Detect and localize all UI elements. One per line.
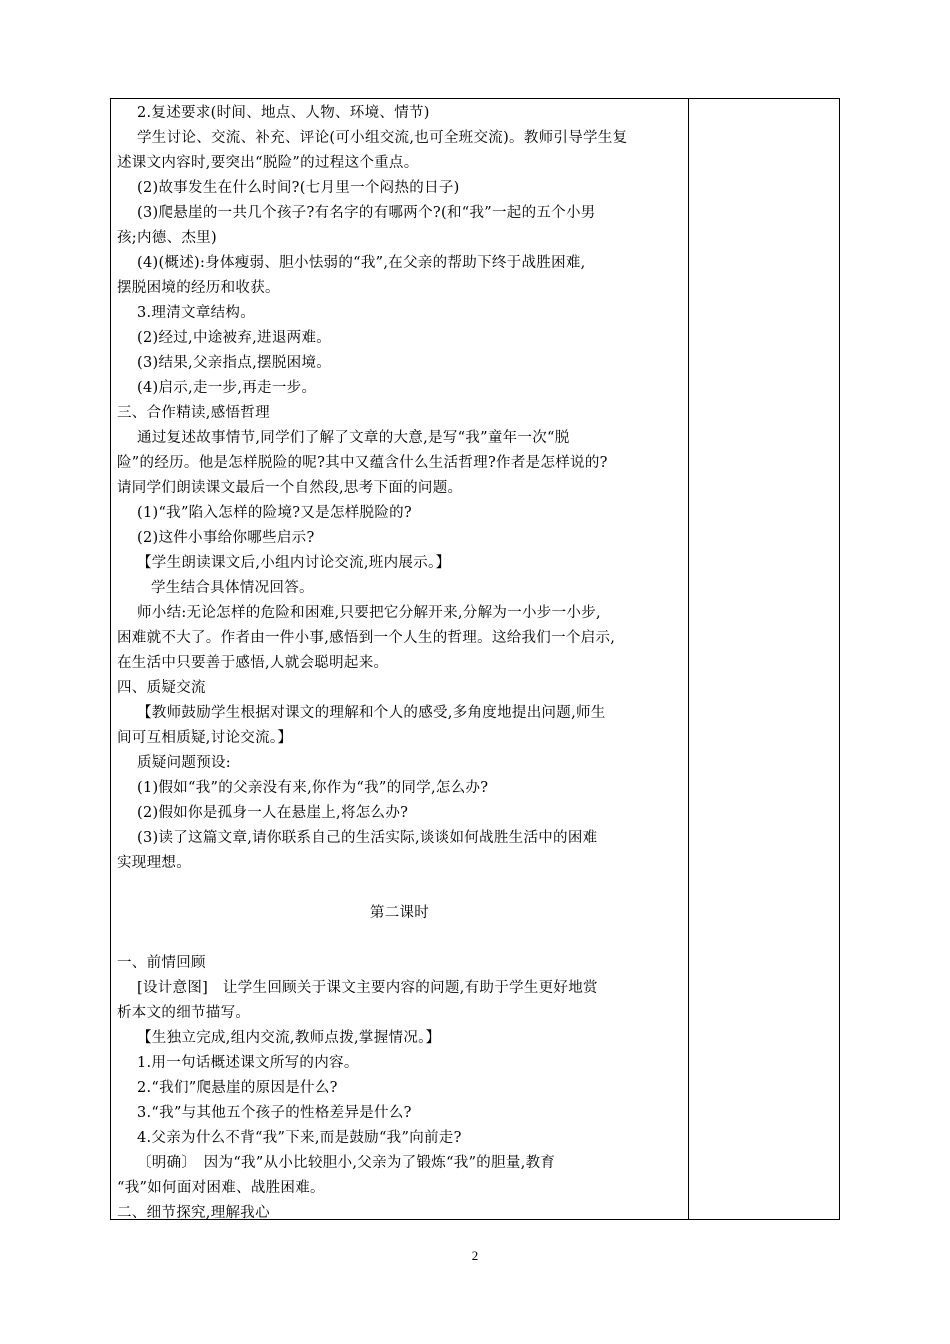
text-line: 析本文的细节描写。 [117, 1005, 251, 1021]
section-heading: 四、质疑交流 [117, 680, 206, 696]
text-line: 【教师鼓励学生根据对课文的理解和个人的感受,多角度地提出问题,师生 [137, 705, 606, 721]
text-line: (4)(概述):身体瘦弱、胆小怯弱的“我”,在父亲的帮助下终于战胜困难, [137, 255, 586, 271]
text-line: 困难就不大了。作者由一件小事,感悟到一个人生的哲理。这给我们一个启示, [117, 630, 616, 646]
text-line: 1.用一句话概述课文所写的内容。 [137, 1055, 359, 1071]
text-line: (2)假如你是孤身一人在悬崖上,将怎么办? [137, 805, 409, 821]
text-line: (3)读了这篇文章,请你联系自己的生活实际,谈谈如何战胜生活中的困难 [137, 830, 598, 846]
text-line: 师小结:无论怎样的危险和困难,只要把它分解开来,分解为一小步一小步, [137, 605, 601, 621]
text-line: 在生活中只要善于感悟,人就会聪明起来。 [117, 655, 389, 671]
text-line: 3.理清文章结构。 [137, 305, 256, 321]
text-line: 实现理想。 [117, 855, 191, 871]
lesson-period-title: 第二课时 [369, 905, 430, 921]
text-line: 孩;内德、杰里) [117, 230, 217, 246]
text-line: 学生讨论、交流、补充、评论(可小组交流,也可全班交流)。教师引导学生复 [137, 130, 628, 146]
text-line: “我”如何面对困难、战胜困难。 [117, 1180, 325, 1196]
text-line: 通过复述故事情节,同学们了解了文章的大意,是写“我”童年一次“脱 [137, 430, 570, 446]
text-line: (4)启示,走一步,再走一步。 [137, 380, 317, 396]
text-line: (2)经过,中途被弃,进退两难。 [137, 330, 332, 346]
text-line: 摆脱困境的经历和收获。 [117, 280, 280, 296]
text-line: 〔明确〕 因为“我”从小比较胆小,父亲为了锻炼“我”的胆量,教育 [137, 1155, 556, 1171]
text-line: 间可互相质疑,讨论交流。】 [117, 730, 293, 746]
text-line: 述课文内容时,要突出“脱险”的过程这个重点。 [117, 155, 419, 171]
page-number: 2 [471, 1248, 479, 1263]
text-line: 【生独立完成,组内交流,教师点拨,掌握情况。】 [137, 1030, 441, 1046]
text-line: (1)“我”陷入怎样的险境?又是怎样脱险的? [137, 505, 413, 521]
text-line: (3)结果,父亲指点,摆脱困境。 [137, 355, 332, 371]
text-line: (2)这件小事给你哪些启示? [137, 530, 315, 546]
section-heading: 一、前情回顾 [117, 955, 206, 971]
lesson-plan-table [110, 98, 840, 1220]
text-line: 2.“我们”爬悬崖的原因是什么? [137, 1080, 338, 1096]
text-line: 3.“我”与其他五个孩子的性格差异是什么? [137, 1105, 412, 1121]
text-line: [设计意图] 让学生回顾关于课文主要内容的问题,有助于学生更好地赏 [137, 980, 598, 996]
text-line: (2)故事发生在什么时间?(七月里一个闷热的日子) [137, 180, 460, 196]
section-heading: 三、合作精读,感悟哲理 [117, 405, 270, 421]
text-line: 险”的经历。他是怎样脱险的呢?其中又蕴含什么生活哲理?作者是怎样说的? [117, 455, 608, 471]
text-line: 质疑问题预设: [137, 755, 231, 771]
text-line: 请同学们朗读课文最后一个自然段,思考下面的问题。 [117, 480, 463, 496]
section-heading: 二、细节探究,理解我心 [117, 1205, 270, 1221]
notes-cell [689, 99, 839, 1219]
text-line: (3)爬悬崖的一共几个孩子?有名字的有哪两个?(和“我”一起的五个小男 [137, 205, 596, 221]
text-line: (1)假如“我”的父亲没有来,你作为“我”的同学,怎么办? [137, 780, 489, 796]
text-line: 【学生朗读课文后,小组内讨论交流,班内展示。】 [137, 555, 451, 571]
lesson-content-cell [111, 99, 689, 1219]
text-line: 学生结合具体情况回答。 [151, 580, 314, 596]
text-line: 2.复述要求(时间、地点、人物、环境、情节) [137, 105, 430, 121]
text-line: 4.父亲为什么不背“我”下来,而是鼓励“我”向前走? [137, 1130, 462, 1146]
